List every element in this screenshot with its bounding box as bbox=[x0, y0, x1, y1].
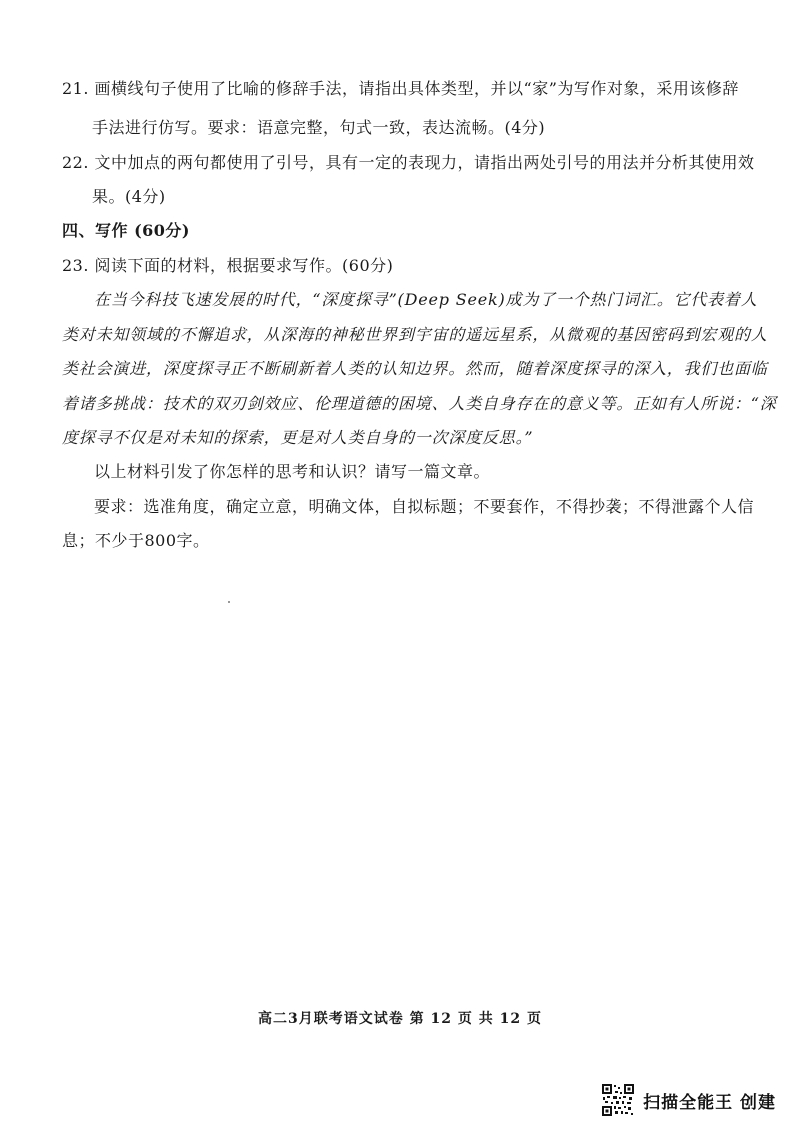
material-line-2: 类对未知领域的不懈追求，从深海的神秘世界到宇宙的遥远星系，从微观的基因密码到宏观的人 bbox=[62, 325, 768, 344]
requirements-line-1: 要求：选准角度，确定立意，明确文体，自拟标题；不要套作，不得抄袭；不得泄露个人信 bbox=[94, 497, 755, 516]
page-footer: 高二3月联考语文试卷 第 12 页 共 12 页 bbox=[258, 1011, 542, 1027]
writing-task: 以上材料引发了你怎样的思考和认识？请写一篇文章。 bbox=[94, 462, 491, 481]
scan-speck bbox=[228, 601, 230, 603]
question-22-line-1: 22. 文中加点的两句都使用了引号，具有一定的表现力，请指出两处引号的用法并分析其使用效 bbox=[62, 153, 755, 172]
writing-section-heading: 四、写作 (60分) bbox=[62, 221, 190, 240]
material-line-5: 度探寻不仅是对未知的探索，更是对人类自身的一次深度反思。” bbox=[62, 428, 534, 447]
watermark-text: 扫描全能王 创建 bbox=[643, 1092, 776, 1113]
qr-code-icon bbox=[601, 1083, 635, 1117]
question-23-prompt: 23. 阅读下面的材料，根据要求写作。(60分) bbox=[62, 256, 394, 275]
question-22-line-2: 果。(4分) bbox=[92, 187, 166, 206]
material-line-3: 类社会演进，深度探寻正不断刷新着人类的认知边界。然而，随着深度探寻的深入，我们也面临 bbox=[62, 359, 768, 378]
scanner-watermark bbox=[601, 1082, 776, 1118]
question-21-line-2: 手法进行仿写。要求：语意完整，句式一致，表达流畅。(4分) bbox=[92, 118, 546, 137]
material-line-4: 着诸多挑战：技术的双刃剑效应、伦理道德的困境、人类自身存在的意义等。正如有人所说：“深 bbox=[62, 394, 777, 413]
requirements-line-2: 息；不少于800字。 bbox=[62, 531, 210, 550]
material-line-1: 在当今科技飞速发展的时代，“深度探寻”(Deep Seek)成为了一个热门词汇。它代表着人 bbox=[94, 290, 758, 309]
question-21-line-1: 21. 画横线句子使用了比喻的修辞手法，请指出具体类型，并以“家”为写作对象，采用该修辞 bbox=[62, 79, 739, 98]
